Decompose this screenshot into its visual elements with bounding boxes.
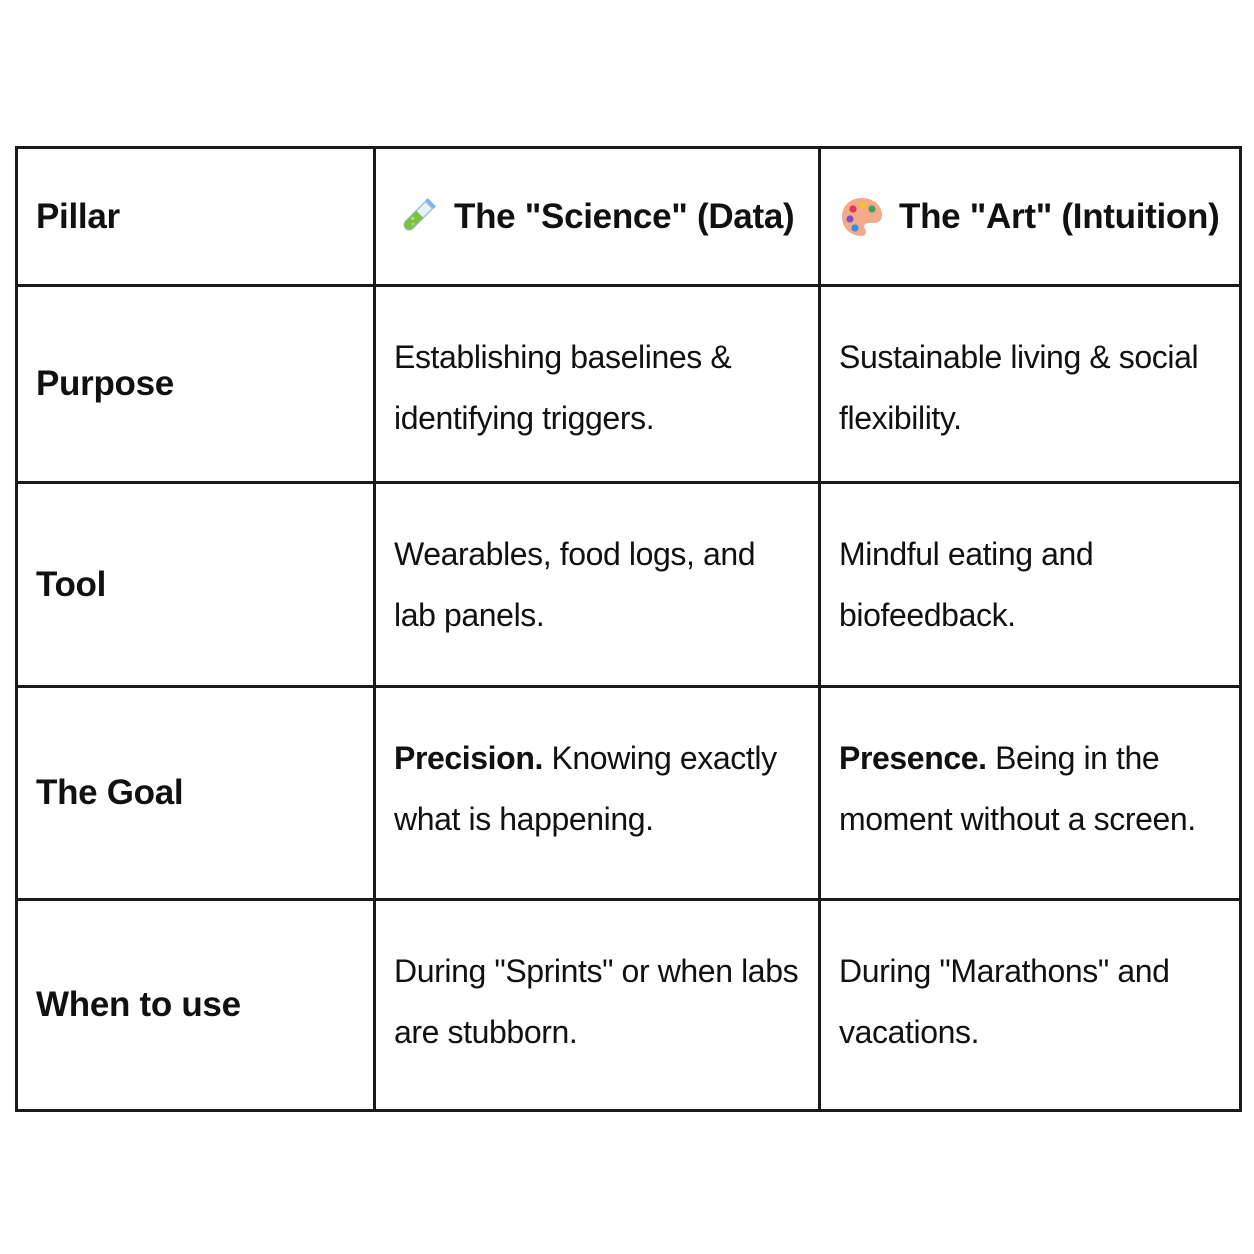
pillar-label: The Goal — [36, 773, 184, 812]
table-header-row — [17, 148, 1241, 286]
art-cell — [820, 900, 1241, 1111]
science-lead: Precision. — [394, 740, 543, 776]
art-text: Being in the moment without a screen. — [839, 740, 1196, 837]
header-science — [375, 148, 820, 286]
header-pillar-label: Pillar — [36, 196, 120, 236]
science-cell — [375, 687, 820, 900]
science-cell — [375, 483, 820, 687]
pillar-label: When to use — [36, 985, 241, 1024]
test-tube-icon — [394, 194, 440, 240]
header-pillar — [17, 148, 375, 286]
art-cell — [820, 286, 1241, 483]
artist-palette-icon — [839, 194, 885, 240]
science-text: Wearables, food logs, and lab panels. — [394, 536, 756, 633]
pillar-label: Purpose — [36, 364, 174, 403]
pillar-cell — [17, 483, 375, 687]
comparison-table — [15, 146, 1242, 1112]
pillar-cell — [17, 900, 375, 1111]
science-text: Establishing baselines & identifying triggers. — [394, 339, 732, 436]
art-lead: Presence. — [839, 740, 987, 776]
header-art — [820, 148, 1241, 286]
art-text: Sustainable living & social flexibility. — [839, 339, 1199, 436]
science-text: During "Sprints" or when labs are stubborn. — [394, 953, 799, 1050]
header-art-label: The "Art" (Intuition) — [899, 196, 1220, 236]
art-cell — [820, 687, 1241, 900]
pillar-cell — [17, 286, 375, 483]
science-cell — [375, 900, 820, 1111]
table-row — [17, 687, 1241, 900]
table-row — [17, 900, 1241, 1111]
science-text: Knowing exactly what is happening. — [394, 740, 777, 837]
table-row — [17, 286, 1241, 483]
science-cell — [375, 286, 820, 483]
pillar-cell — [17, 687, 375, 900]
pillar-label: Tool — [36, 564, 107, 604]
table-row — [17, 483, 1241, 687]
art-text: Mindful eating and biofeedback. — [839, 536, 1094, 633]
art-text: During "Marathons" and vacations. — [839, 953, 1170, 1050]
header-science-label: The "Science" (Data) — [454, 196, 795, 236]
art-cell — [820, 483, 1241, 687]
